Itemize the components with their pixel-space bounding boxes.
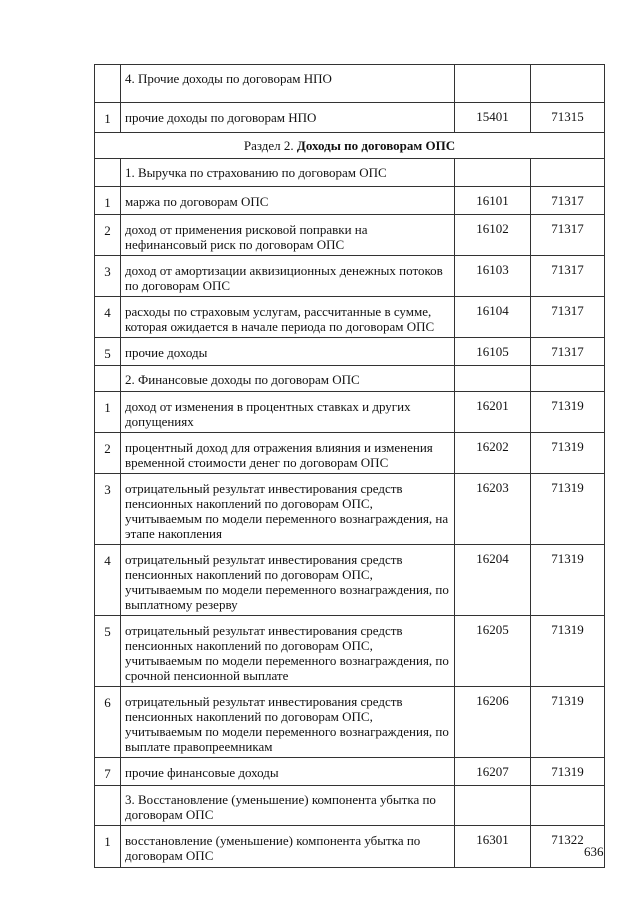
row-account [531, 786, 605, 826]
row-code: 16207 [455, 758, 531, 786]
table-row [95, 256, 605, 297]
row-description: доход от амортизации аквизиционных денежных потоков по договорам ОПС [121, 256, 455, 297]
row-description: прочие доходы по договорам НПО [121, 103, 455, 133]
table-row [95, 187, 605, 215]
row-code: 16104 [455, 297, 531, 338]
row-account: 71317 [531, 187, 605, 215]
row-number: 2 [95, 433, 121, 474]
section-heading: Доходы по договорам ОПС [296, 138, 456, 153]
table-row [95, 297, 605, 338]
row-description: 3. Восстановление (уменьшение) компонента убытка по договорам ОПС [121, 786, 455, 826]
row-code [455, 366, 531, 392]
row-code: 16203 [455, 474, 531, 545]
subheader-row [95, 65, 605, 103]
row-account: 71319 [531, 433, 605, 474]
row-account: 71315 [531, 103, 605, 133]
row-code: 16206 [455, 687, 531, 758]
row-number: 4 [95, 545, 121, 616]
row-description: прочие финансовые доходы [121, 758, 455, 786]
row-number: 5 [95, 338, 121, 366]
row-number [95, 366, 121, 392]
row-account: 71317 [531, 297, 605, 338]
document-table [94, 64, 605, 868]
row-number: 6 [95, 687, 121, 758]
row-account [531, 366, 605, 392]
table-row [95, 687, 605, 758]
row-code: 16101 [455, 187, 531, 215]
subheader-row [95, 366, 605, 392]
row-code: 16204 [455, 545, 531, 616]
row-number: 1 [95, 392, 121, 433]
row-account: 71317 [531, 256, 605, 297]
row-code: 16205 [455, 616, 531, 687]
row-account: 71319 [531, 687, 605, 758]
section-row [95, 133, 605, 159]
row-description: 2. Финансовые доходы по договорам ОПС [121, 366, 455, 392]
row-code: 15401 [455, 103, 531, 133]
row-number: 5 [95, 616, 121, 687]
section-prefix: Раздел 2. [243, 138, 294, 153]
row-description: отрицательный результат инвестирования средств пенсионных накоплений по договорам ОПС, учитываемым по модели переменного вознаграждения, по срочной пенсионной выплате [121, 616, 455, 687]
row-code [455, 65, 531, 103]
row-code: 16202 [455, 433, 531, 474]
row-account: 71319 [531, 474, 605, 545]
page-number: 636 [584, 844, 604, 859]
table-row [95, 474, 605, 545]
table-row [95, 433, 605, 474]
row-description: доход от применения рисковой поправки на нефинансовый риск по договорам ОПС [121, 215, 455, 256]
table-row [95, 338, 605, 366]
row-number [95, 786, 121, 826]
row-code: 16201 [455, 392, 531, 433]
row-account [531, 65, 605, 103]
subheader-row [95, 786, 605, 826]
row-number: 3 [95, 256, 121, 297]
row-description: процентный доход для отражения влияния и изменения временной стоимости денег по договорам ОПС [121, 433, 455, 474]
row-number: 2 [95, 215, 121, 256]
table-row [95, 616, 605, 687]
row-description: отрицательный результат инвестирования средств пенсионных накоплений по договорам ОПС, учитываемым по модели переменного вознаграждения, на этапе накопления [121, 474, 455, 545]
row-account: 71319 [531, 392, 605, 433]
row-description: прочие доходы [121, 338, 455, 366]
table-row [95, 103, 605, 133]
row-description: восстановление (уменьшение) компонента убытка по договорам ОПС [121, 826, 455, 868]
row-description: маржа по договорам ОПС [121, 187, 455, 215]
row-code: 16301 [455, 826, 531, 868]
table-row [95, 215, 605, 256]
table-row [95, 545, 605, 616]
table-row [95, 826, 605, 868]
row-account: 71317 [531, 215, 605, 256]
row-description: отрицательный результат инвестирования средств пенсионных накоплений по договорам ОПС, учитываемым по модели переменного вознаграждения, по выплате правопреемникам [121, 687, 455, 758]
row-code: 16102 [455, 215, 531, 256]
row-account: 71319 [531, 616, 605, 687]
row-description: доход от изменения в процентных ставках и других допущениях [121, 392, 455, 433]
row-number: 1 [95, 103, 121, 133]
row-number [95, 65, 121, 103]
table-row [95, 392, 605, 433]
row-code [455, 786, 531, 826]
subheader-row [95, 159, 605, 187]
row-description: расходы по страховым услугам, рассчитанные в сумме, которая ожидается в начале периода по договорам ОПС [121, 297, 455, 338]
row-account [531, 159, 605, 187]
row-number: 4 [95, 297, 121, 338]
section-title [95, 133, 605, 159]
row-description: отрицательный результат инвестирования средств пенсионных накоплений по договорам ОПС, учитываемым по модели переменного вознаграждения, по выплатному резерву [121, 545, 455, 616]
row-account: 71319 [531, 758, 605, 786]
table-row [95, 758, 605, 786]
table-body [95, 65, 605, 868]
row-description: 1. Выручка по страхованию по договорам ОПС [121, 159, 455, 187]
row-description: 4. Прочие доходы по договорам НПО [121, 65, 455, 103]
row-account: 71319 [531, 545, 605, 616]
row-code: 16103 [455, 256, 531, 297]
row-number [95, 159, 121, 187]
row-number: 1 [95, 826, 121, 868]
row-code [455, 159, 531, 187]
row-number: 1 [95, 187, 121, 215]
row-account: 71322 [531, 826, 605, 868]
row-code: 16105 [455, 338, 531, 366]
row-number: 3 [95, 474, 121, 545]
row-number: 7 [95, 758, 121, 786]
row-account: 71317 [531, 338, 605, 366]
